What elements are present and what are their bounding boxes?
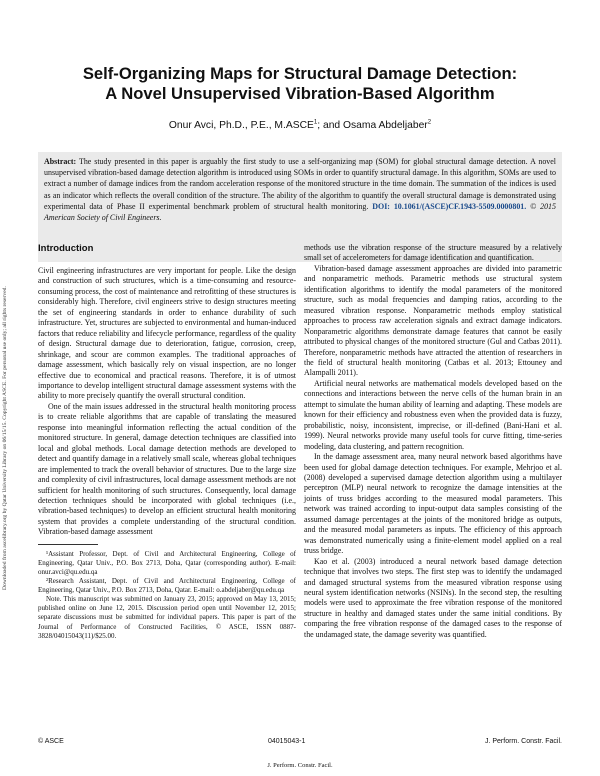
abstract-text: The study presented in this paper is arguably the first study to use a self-organizing map (SOM) for global structural damage detection. A novel unsupervised vibration-based damage detection algorithm is introduced using SOMs in order to quantify structural damage. In this algorithm, SOMs are used to extract a number of damage indices from the random acceleration response of the monitored structure in the time domain. The summation of the indices is used as an indicator which reflects the overall condition of the structure. The ability of the algorithm to quantify the overall structural damage is demonstrated using experimental data of Phase II experimental benchmark problem of structural health monitoring. — [44, 157, 556, 211]
footnotes — [38, 550, 296, 641]
abstract-label: Abstract: — [44, 157, 77, 166]
author-1-footnote-mark: 1 — [313, 119, 318, 126]
author-separator: ; and Osama Abdeljaber — [317, 120, 428, 131]
right-paragraph-3: Artificial neural networks are mathematical models developed based on the connections and interactions between the nerve cells of the human brain in an attempt to simulate the human ability of learning and adapting. These models are known for their efficiency and robustness even when the provided data is fuzzy, probabilistic, noisy, inconsistent, imprecise, or ill-defined (Bani-Hani et al. 1999). Neural networks provide many useful tools for curve fitting, time-series modeling, data clustering, and pattern recognition. — [304, 378, 562, 451]
paper-title — [40, 64, 560, 104]
intro-paragraph-2: One of the main issues addressed in the structural health monitoring process is to create reliable algorithms that are capable of translating the measured response into meaningful information reflecting the actual condition of the monitored structure. In general, damage detection techniques are classified into local and global methods. Local damage detection methods are developed to detect and quantify damage in a relatively small scale, whereas global techniques are implemented to track the overall behavior of structures. Due to the large size and complexity of civil infrastructures, local damage assessment methods are not sufficient for health monitoring of such structures. Consequently, local damage detection techniques should be incorporated with global techniques (i.e., vibration-based techniques) to develop an efficient structural health monitoring system that provides a complete understanding of the structural condition. Vibration-based damage assessment — [38, 401, 296, 537]
download-side-note — [2, 150, 14, 590]
download-notice-text: Downloaded from ascelibrary.org by Qatar University Library on 06/15/15. Copyright ASCE. For personal use only; all rights reserved. — [2, 286, 8, 590]
title-line-1: Self-Organizing Maps for Structural Damage Detection: — [82, 64, 518, 83]
right-paragraph-4: In the damage assessment area, many neural network based algorithms have been used for global damage detection techniques. For example, Mehrjoo et al. (2008) developed a supervised damage detection algorithm using a multilayer perceptron (MLP) neural network to recognize the damage intensities at the joints of truss bridges according to the measured modal parameters. This network was trained according to input-output data samples consisting of the assumed damage percentages at the joints of the monitored bridge as outputs, and the measured modal parameters as inputs. The efficiency of this approach was demonstrated numerically using a finite-element model applied on a real truss bridge. — [304, 452, 562, 556]
intro-paragraph-1: Civil engineering infrastructures are very important for people. Like the design and construction of such structures, which is a time-consuming and resource-consuming process, the cost of maintenance and retrofitting of these structures is considerably high. Therefore, civil engineers strive to design structures meeting the set of engineering standards in order to enhance durability of such infrastructure. Yet, structures are subjected to environmental and human-induced factors that reduce reliability and lifecycle performance, regardless of the quality of design. Structural damage due to deterioration, fatigue, corrosion, creep, shrinkage, and scour are common examples. The traditional approaches of damage assessment, which basically rely on visual inspection, are no longer effective due to economical and practical reasons. Therefore, it is of utmost importance to develop intelligent structural damage assessment systems with the ability to more precisely quantify the overall structural condition. — [38, 266, 296, 401]
introduction-heading: Introduction — [38, 243, 94, 254]
footnote-2: ²Research Assistant, Dept. of Civil and Architectural Engineering, College of Engineering, Qatar Univ., P.O. Box 2713, Doha, Qatar. E-mail: o.abdeljaber@qu.edu.qa — [38, 577, 296, 595]
right-paragraph-5: Kao et al. (2003) introduced a neural network based damage detection technique that involves two steps. The first step was to identify the undamaged and damaged structural systems from the measured vibration response using neural system identification networks (NSINs). In the second step, the resulting models were used to approximate the free vibration response of the monitored structure in healthy and damaged states under the same initial conditions. By comparing the free vibration response of the damaged cases to the response of the undamaged state, the damage severity was quantified. — [304, 556, 562, 639]
footer-journal: J. Perform. Constr. Facil. — [484, 738, 562, 745]
footer-page-number: 04015043-1 — [268, 738, 306, 745]
doi-link[interactable]: DOI: 10.1061/(ASCE)CF.1943-5509.0000801. — [372, 201, 527, 211]
author-2-footnote-mark: 2 — [427, 119, 432, 126]
footnote-divider — [38, 544, 98, 545]
right-paragraph-1: methods use the vibration response of the structure measured by a relatively small set of accelerometers for damage identification and quantification. — [304, 243, 562, 263]
journal-footer: J. Perform. Constr. Facil. — [267, 762, 333, 769]
author-line — [40, 120, 560, 131]
right-paragraph-2: Vibration-based damage assessment approaches are divided into parametric and nonparametric methods. Parametric methods use structural system identification algorithms to identify the modal parameters of the monitored structure, such as modal frequencies and damping ratios, according to the measured vibration response. Nonparametric methods employ statistical approaches to process raw acceleration signals and extract damage indicators. Nonparametric algorithms demonstrate damage features that cannot be easily attributed to physical changes of the monitored structure (Gul and Catbas 2011). Therefore, nonparametric methods have attracted the attention of researchers in the field of structural health monitoring (Catbas et al. 2013; Ettouney and Alampalli 2011). — [304, 263, 562, 378]
footnote-1: ¹Assistant Professor, Dept. of Civil and Architectural Engineering, College of Engineering, Qatar Univ., P.O. Box 2713, Doha, Qatar (corresponding author). E-mail: onur.avci@qu.edu.qa — [38, 549, 296, 576]
abstract-copyright: © 2015 American Society of Civil Engineers. — [44, 201, 556, 223]
page-footer — [38, 738, 562, 748]
left-column — [38, 243, 296, 641]
right-column — [304, 243, 562, 640]
title-line-2: A Novel Unsupervised Vibration-Based Algorithm — [105, 84, 495, 103]
author-1: Onur Avci, Ph.D., P.E., M.ASCE — [168, 120, 314, 131]
footer-copyright: © ASCE — [38, 738, 64, 745]
submission-note: Note. This manuscript was submitted on January 23, 2015; approved on May 13, 2015; published online on June 12, 2015. Discussion period open until November 12, 2015; separate discussions must be submitted for individual papers. This paper is part of the Journal of Performance of Constructed Facilities, © ASCE, ISSN 0887-3828/04015043(11)/$25.00. — [38, 595, 296, 640]
